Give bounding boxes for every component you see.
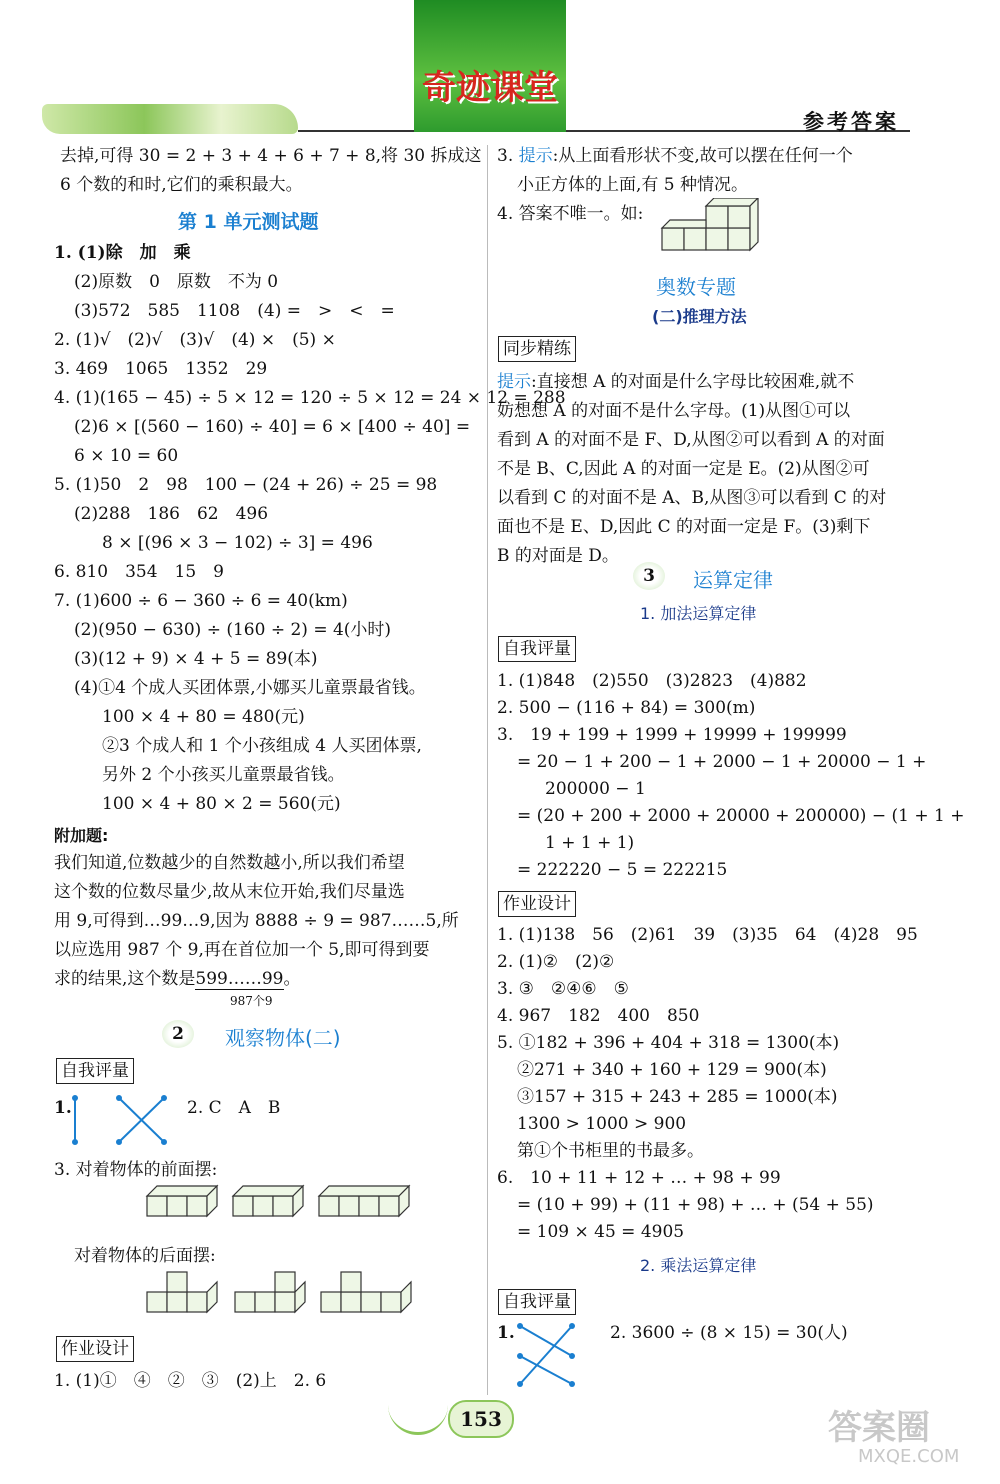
answer-line: 5. (1)50 2 98 100 − (24 + 26) ÷ 25 = 98 — [54, 475, 438, 495]
unit-number-badge: 2 — [162, 1020, 194, 1048]
text-line: 用 9,可得到…99…9,因为 8888 ÷ 9 = 987……5,所 — [54, 911, 459, 931]
reasoning-title: (二)推理方法 — [652, 307, 747, 326]
answer-line: 1. — [497, 1323, 515, 1343]
answer-line: = (10 + 99) + (11 + 98) + … + (54 + 55) — [517, 1195, 874, 1215]
answer-line: 另外 2 个小孩买儿童票最省钱。 — [102, 765, 345, 785]
section-box: 自我评量 — [56, 1058, 134, 1084]
answer-line: ②271 + 340 + 160 + 129 = 900(本) — [517, 1060, 827, 1080]
text-line: 去掉,可得 30 = 2 + 3 + 4 + 6 + 7 + 8,将 30 拆成这 — [60, 146, 482, 166]
answer-line: 4. 967 182 400 850 — [497, 1006, 700, 1026]
answer-line: 200000 − 1 — [545, 779, 646, 799]
answer-line: = (20 + 200 + 2000 + 20000 + 200000) − (1 + 1 + — [517, 806, 965, 826]
text-line: 看到 A 的对面不是 F、D,从图②可以看到 A 的对面 — [497, 430, 885, 450]
text-fragment: :从上面看形状不变,故可以摆在任何一个 — [552, 146, 853, 166]
answer-line: (2)原数 0 原数 不为 0 — [74, 272, 279, 292]
answer-line: 8 × [(96 × 3 − 102) ÷ 3] = 496 — [102, 533, 373, 553]
section-box: 自我评量 — [498, 636, 576, 662]
cube-diagram-back — [145, 1268, 445, 1324]
answer-line: (3)(12 + 9) × 4 + 5 = 89(本) — [74, 649, 318, 669]
text-line: 这个数的位数尽量少,故从末位开始,我们尽量选 — [54, 882, 405, 902]
text-fragment: 求的结果,这个数是 — [54, 969, 196, 989]
answer-line: 5. ①182 + 396 + 404 + 318 = 1300(本) — [497, 1033, 840, 1053]
answer-line: 1. (1)除 加 乘 — [54, 243, 191, 263]
answer-line: ③157 + 315 + 243 + 285 = 1000(本) — [517, 1087, 838, 1107]
text-line: 6 个数的和时,它们的乘积最大。 — [60, 175, 303, 195]
watermark-url: MXQE.COM — [858, 1446, 960, 1467]
unit-number-badge: 3 — [633, 562, 665, 590]
bonus-title: 附加题: — [54, 826, 109, 845]
line-diagram — [512, 1318, 582, 1394]
text-line — [497, 371, 854, 393]
answer-line: 2. (1)√ (2)√ (3)√ (4) × (5) × — [54, 330, 336, 350]
subsection-title: 2. 乘法运算定律 — [640, 1256, 757, 1275]
answer-line: (4)①4 个成人买团体票,小娜买儿童票最省钱。 — [74, 678, 426, 698]
text-line: 面也不是 E、D,因此 C 的对面一定是 F。(3)剩下 — [497, 517, 871, 537]
unit-test-title: 第 1 单元测试题 — [178, 211, 319, 233]
text-line: 以看到 C 的对面不是 A、B,从图③可以看到 C 的对 — [497, 488, 887, 508]
tip-label: 提示 — [518, 146, 553, 166]
answer-line: 1. — [54, 1098, 72, 1118]
section-box: 作业设计 — [498, 891, 576, 917]
answer-line: (2)288 186 62 496 — [74, 504, 269, 524]
answer-line: 2. 500 − (116 + 84) = 300(m) — [497, 698, 756, 718]
olympiad-title: 奥数专题 — [656, 275, 736, 299]
text-line: 不是 B、C,因此 A 的对面一定是 E。(2)从图②可 — [497, 459, 870, 479]
answer-number: 599……99 — [195, 969, 284, 989]
answer-line: 6. 10 + 11 + 12 + … + 98 + 99 — [497, 1168, 781, 1188]
logo-panel — [414, 0, 566, 132]
answer-line: 6 × 10 = 60 — [74, 446, 179, 466]
answer-line: = 222220 − 5 = 222215 — [517, 860, 728, 880]
answer-line: 100 × 4 + 80 = 480(元) — [102, 707, 305, 727]
logo: 奇迹课堂 — [422, 68, 558, 108]
section-box: 同步精练 — [498, 336, 576, 362]
text-line: 3. 提示:从上面看形状不变,故可以摆在任何一个 — [497, 146, 853, 166]
subsection-title: 1. 加法运算定律 — [640, 604, 757, 623]
answer-line: 7. (1)600 ÷ 6 − 360 ÷ 6 = 40(km) — [54, 591, 348, 611]
tip-label: 提示 — [497, 372, 531, 392]
answer-line: 3. 469 1065 1352 29 — [54, 359, 268, 379]
header-title: 参考答案 — [803, 109, 899, 134]
answer-line: 3. 对着物体的前面摆: — [54, 1160, 218, 1180]
answer-line: = 109 × 45 = 4905 — [517, 1222, 685, 1242]
answer-line: (3)572 585 1108 (4) = > < = — [74, 301, 395, 321]
text-fragment: :直接想 A 的对面是什么字母比较困难,就不 — [531, 372, 855, 392]
text-fragment: 。 — [283, 969, 301, 989]
text-line — [54, 968, 301, 990]
answer-line: 对着物体的后面摆: — [74, 1246, 216, 1266]
header-vine-decoration — [42, 104, 298, 134]
answer-line: 2. (1)② (2)② — [497, 952, 615, 972]
answer-line: 第①个书柜里的书最多。 — [517, 1141, 704, 1161]
answer-line: 6. 810 354 15 9 — [54, 562, 224, 582]
answer-line: = 20 − 1 + 200 − 1 + 2000 − 1 + 20000 − 1 + — [517, 752, 927, 772]
answer-line: ②3 个成人和 1 个小孩组成 4 人买团体票, — [102, 736, 422, 756]
answer-line: 1. (1)848 (2)550 (3)2823 (4)882 — [497, 671, 807, 691]
answer-line: 1300 > 1000 > 900 — [517, 1114, 687, 1134]
section-box: 自我评量 — [498, 1289, 576, 1315]
section-box: 作业设计 — [56, 1336, 134, 1362]
text-line: 以应选用 987 个 9,再在首位加一个 5,即可得到要 — [54, 940, 430, 960]
page-number: 153 — [448, 1400, 514, 1438]
answer-line: (2)(950 − 630) ÷ (160 ÷ 2) = 4(小时) — [74, 620, 392, 640]
answer-line: 3. ③ ②④⑥ ⑤ — [497, 979, 629, 999]
unit-title: 运算定律 — [693, 568, 773, 592]
watermark: 答案圈 — [828, 1408, 930, 1448]
answer-line: 3. 19 + 199 + 1999 + 19999 + 199999 — [497, 725, 847, 745]
text-line: 妨想想 A 的对面不是什么字母。(1)从图①可以 — [497, 401, 851, 421]
cube-diagram-front — [145, 1180, 445, 1228]
answer-line: 1 + 1 + 1) — [545, 833, 635, 853]
answer-line: (2)6 × [(560 − 160) ÷ 40] = 6 × [400 ÷ 40] = — [74, 417, 471, 437]
text-line: B 的对面是 D。 — [497, 546, 619, 566]
underbrace-label: 987个9 — [230, 994, 273, 1008]
column-divider — [487, 145, 488, 1395]
answer-line: 2. C A B — [187, 1098, 281, 1118]
text-line: 4. 答案不唯一。如: — [497, 204, 644, 224]
text-line: 小正方体的上面,有 5 种情况。 — [517, 175, 749, 195]
cube-diagram-example — [660, 198, 770, 258]
answer-line: 1. (1)138 56 (2)61 39 (3)35 64 (4)28 95 — [497, 925, 918, 945]
unit-title: 观察物体(二) — [225, 1026, 341, 1050]
answer-line: 4. (1)(165 − 45) ÷ 5 × 12 = 120 ÷ 5 × 12 = 24 × 12 = 288 — [54, 388, 566, 408]
page-number-decoration — [388, 1402, 448, 1435]
answer-line: 2. 3600 ÷ (8 × 15) = 30(人) — [610, 1323, 848, 1343]
answer-line: 100 × 4 + 80 × 2 = 560(元) — [102, 794, 341, 814]
text-line: 我们知道,位数越少的自然数越小,所以我们希望 — [54, 853, 405, 873]
line-diagram — [64, 1092, 174, 1152]
answer-line: 1. (1)① ④ ② ③ (2)上 2. 6 — [54, 1371, 327, 1391]
